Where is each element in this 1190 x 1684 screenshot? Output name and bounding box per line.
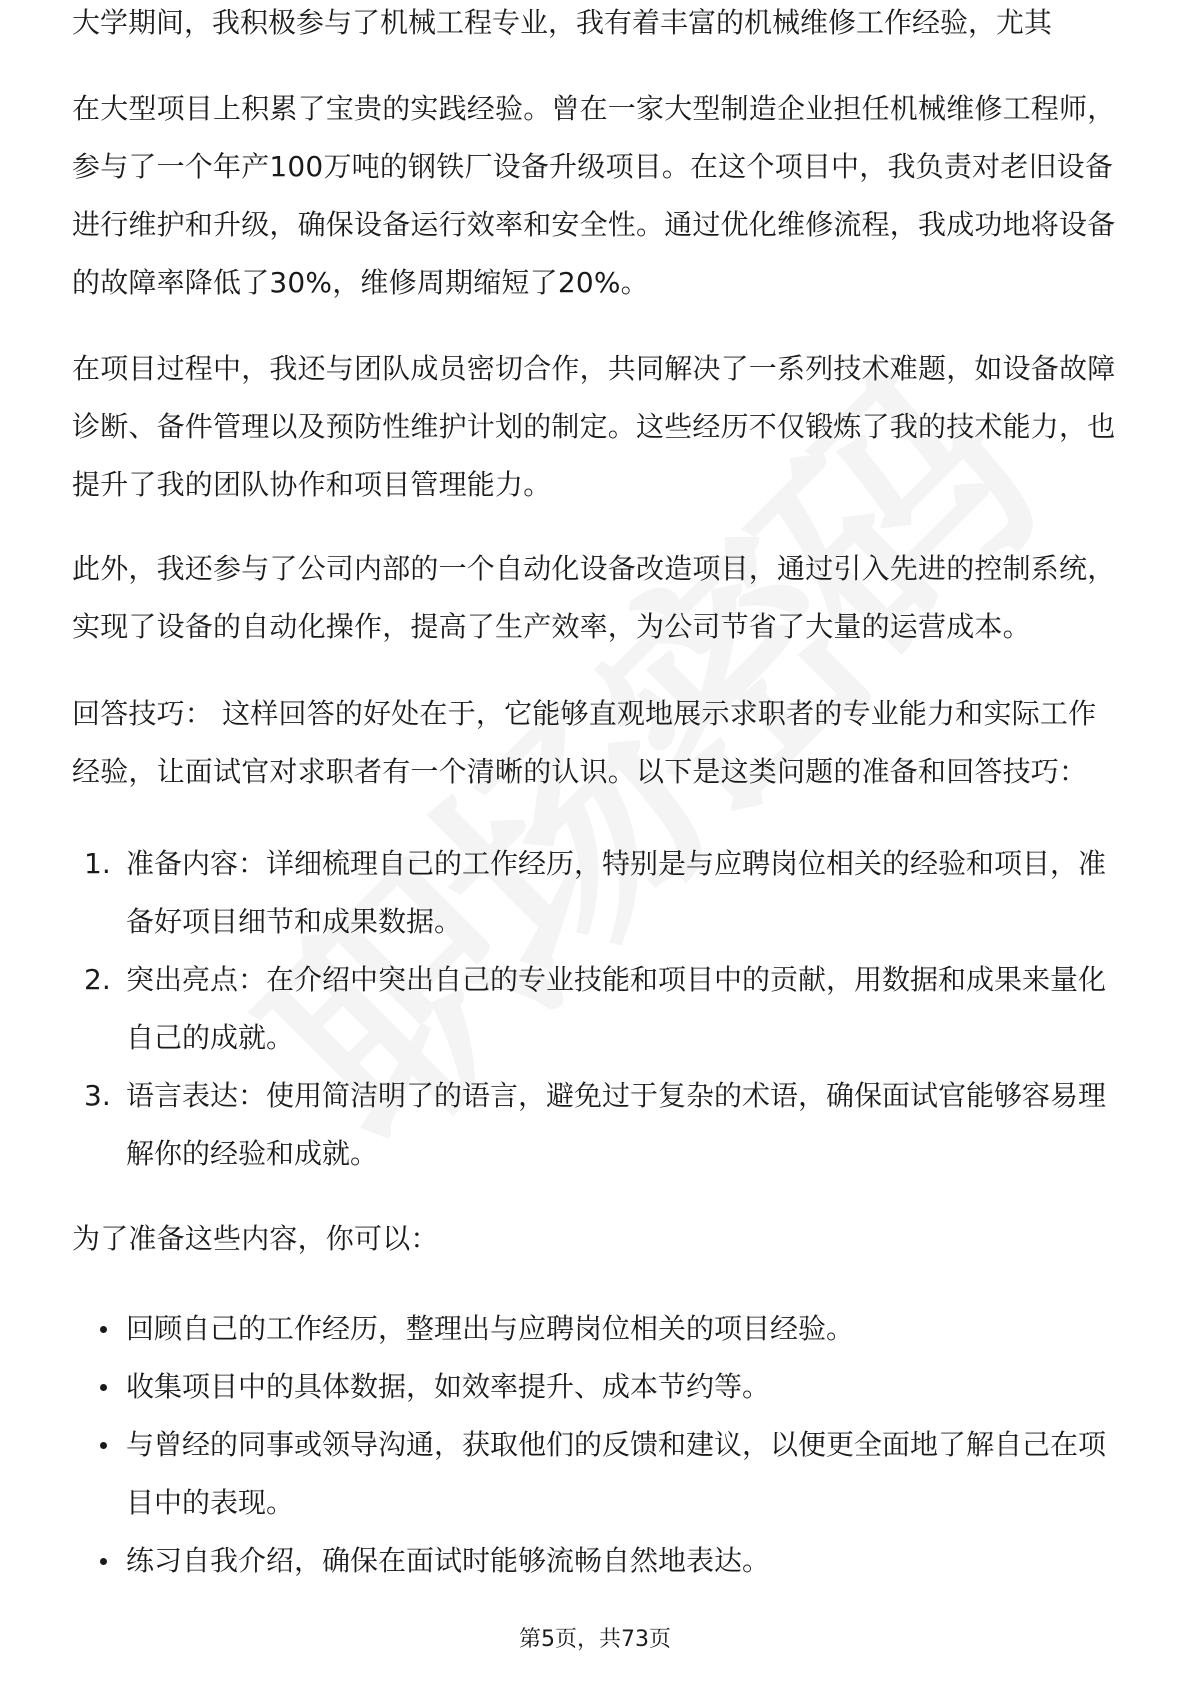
list-item-text: 回顾自己的工作经历，整理出与应聘岗位相关的项目经验。	[126, 1312, 855, 1345]
list-item-text: 突出亮点：在介绍中突出自己的专业技能和项目中的贡献，用数据和成果来量化自己的成就。	[126, 963, 1107, 1054]
paragraph-automation: 此外，我还参与了公司内部的一个自动化设备改造项目，通过引入先进的控制系统，实现了设备的自动化操作，提高了生产效率，为公司节省了大量的运营成本。	[72, 552, 1116, 643]
cut-off-line	[72, 6, 1122, 64]
list-item	[72, 951, 1122, 1067]
list-item-text: 语言表达：使用简洁明了的语言，避免过于复杂的术语，确保面试官能够容易理解你的经验和成就。	[126, 1079, 1107, 1170]
paragraph-prepare: 为了准备这些内容，你可以：	[72, 1222, 439, 1255]
list-item	[72, 1532, 1122, 1590]
tips-ordered-list	[72, 835, 1122, 1183]
bullet-icon	[100, 1384, 107, 1391]
list-item	[72, 1067, 1122, 1183]
prepare-bullet-list	[72, 1300, 1122, 1590]
paragraph-experience: 在大型项目上积累了宝贵的实践经验。曾在一家大型制造企业担任机械维修工程师，参与了一个年产100万吨的钢铁厂设备升级项目。在这个项目中，我负责对老旧设备进行维护和升级，确保设备运行效率和安全性。通过优化维修流程，我成功地将设备的故障率降低了30%，维修周期缩短了20%。	[72, 92, 1116, 299]
page-number: 第5页，共73页	[519, 1627, 671, 1652]
list-item	[72, 1416, 1122, 1532]
paragraph-teamwork: 在项目过程中，我还与团队成员密切合作，共同解决了一系列技术难题，如设备故障诊断、备件管理以及预防性维护计划的制定。这些经历不仅锻炼了我的技术能力，也提升了我的团队协作和项目管理能力。	[72, 352, 1116, 501]
list-number: 1.	[84, 847, 111, 880]
list-item-text: 准备内容：详细梳理自己的工作经历，特别是与应聘岗位相关的经验和项目，准备好项目细节和成果数据。	[126, 847, 1107, 938]
list-item-text: 练习自我介绍，确保在面试时能够流畅自然地表达。	[126, 1544, 771, 1577]
bullet-icon	[100, 1558, 107, 1565]
bullet-icon	[100, 1442, 107, 1449]
list-item-text: 收集项目中的具体数据，如效率提升、成本节约等。	[126, 1370, 771, 1403]
list-number: 2.	[84, 963, 111, 996]
bullet-icon	[100, 1326, 107, 1333]
paragraph-tips: 回答技巧： 这样回答的好处在于，它能够直观地展示求职者的专业能力和实际工作经验，让面试官对求职者有一个清晰的认识。以下是这类问题的准备和回答技巧：	[72, 697, 1097, 788]
list-item	[72, 1300, 1122, 1358]
list-item	[72, 1358, 1122, 1416]
list-item-text: 与曾经的同事或领导沟通，获取他们的反馈和建议，以便更全面地了解自己在项目中的表现。	[126, 1428, 1107, 1519]
list-number: 3.	[84, 1079, 111, 1112]
cut-off-text: 大学期间，我积极参与了机械工程专业，我有着丰富的机械维修工作经验，尤其	[72, 6, 1053, 39]
list-item	[72, 835, 1122, 951]
